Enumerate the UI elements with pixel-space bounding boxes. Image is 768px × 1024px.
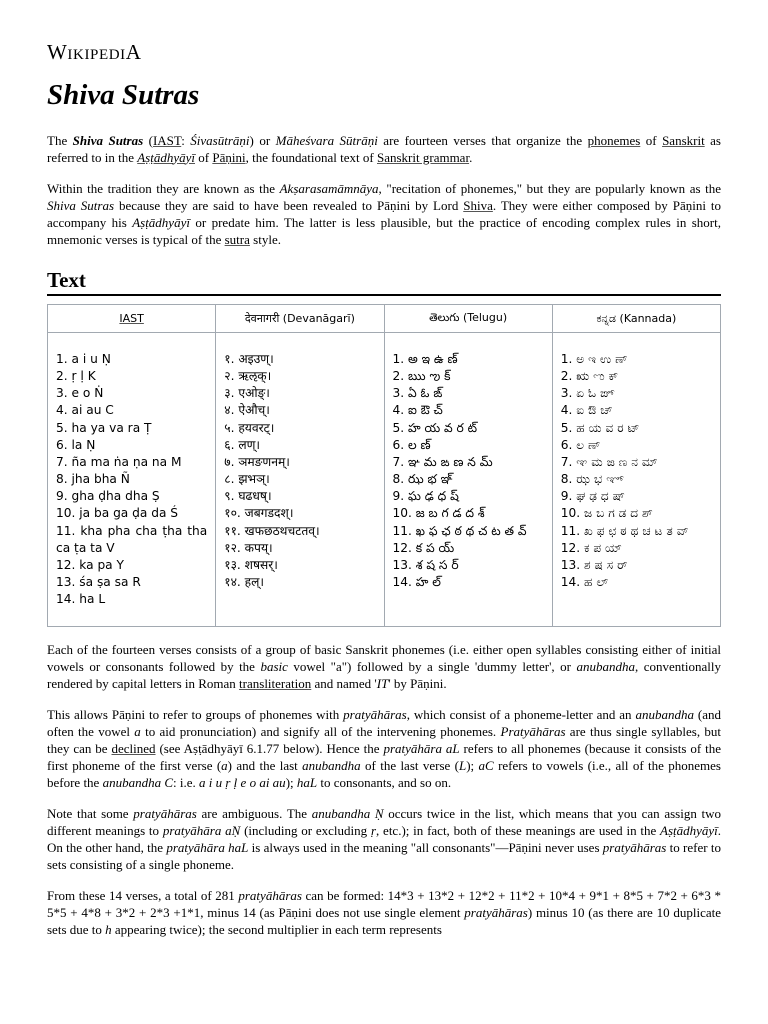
emphasis-text: Shiva Sutras [72,132,144,148]
table-row [48,333,721,627]
devanagari-cell [216,333,384,627]
text-run: can be formed: 14*3 + 13*2 + 12*2 + 11*2 + 10*4 + 9*1 + 8*5 + 7*2 + 6*3 * 5*5 + 4*8 + 3*2 + 2*3 +1*1, minus 14 (as Pāṇini does not use single element [47,888,721,921]
emphasis-text: Shiva Sutras [47,197,115,213]
article-link[interactable]: declined [111,741,156,757]
emphasis-text: Śivasūtrāṇi [190,132,250,148]
emphasis-text: Aṣṭādhyāyī [132,214,190,230]
article-link[interactable]: IAST [152,132,182,148]
sutra-line: ९. घढधष्। [224,489,272,504]
text-run: (and often the vowel [47,707,721,740]
text-run: ) and the last [227,758,303,774]
text-run: ) or [249,132,276,148]
emphasis-text: pratyāhāras [133,806,197,822]
page-title: Shiva Sutras [47,79,200,111]
article-link[interactable]: transliteration [239,676,312,692]
telugu-cell [384,333,552,627]
emphasis-text: Aṣṭādhyāyī [660,823,718,839]
emphasis-text: basic [260,659,288,675]
sutra-line: 7. ఞ మ ఙ ణ న మ్ [392,454,493,469]
section-heading-text: Text [47,267,721,296]
emphasis-text: anubandha [635,707,694,723]
emphasis-text: anubandha C [102,775,174,791]
sutra-line: ४. ऐऔच्। [224,403,270,418]
column-header-iast [48,305,216,333]
intro-paragraph [47,180,721,248]
text-run: of [195,149,213,165]
sutra-line: 9. ఘ ఢ ధ ష్ [392,489,459,504]
sutra-line: 6. ల ణ్ [392,437,431,452]
sutra-line: 12. క ప య్ [392,540,455,555]
iast-cell [48,333,216,627]
text-run: to consonants, and so on. [317,775,452,791]
body-paragraph [47,641,721,692]
text-run: is always used in the meaning "all consonants"—Pāṇini never uses [248,840,603,856]
text-run: , which consist of a phoneme-letter and an [406,707,636,723]
emphasis-text: h [105,922,112,938]
emphasis-text: Akṣarasamāmnāya [279,180,379,196]
sutra-line: 8. ఝ భ ఞ్ [392,472,453,487]
body-paragraph [47,706,721,791]
kannada-cell [552,333,720,627]
sutra-line: ३. एओङ्। [224,386,270,401]
emphasis-text: anubandha Ṇ [311,806,384,822]
emphasis-text: Māheśvara Sūtrāṇi [275,132,378,148]
body-paragraph [47,887,721,938]
text-run: From these 14 verses, a total of 281 [47,888,239,904]
text-run: . They were either composed by Pāṇini to accompany his [47,197,721,230]
sutra-line: 4. ai au C [56,403,114,418]
text-run: occurs twice in the list, which means that you can assign two different meanings to [47,806,722,839]
sutra-line: 10. ಜ ಬ ಗ ಡ ದ ಶ್ [560,506,653,521]
text-run: ); [466,758,479,774]
text-run: . On the other hand, the [47,823,722,856]
sutra-line: ८. झभञ्। [224,472,270,487]
sutra-line: 6. la Ṇ [56,437,96,452]
emphasis-text: aC [478,758,494,774]
text-run: Within the tradition they are known as the [47,180,280,196]
text-run: , "recitation of phonemes," but they are popularly known as the [378,180,721,196]
emphasis-text: Pratyāhāras [500,724,566,740]
sutra-line: 11. ಖ ಫ ಛ ಠ ಥ ಚ ಟ ತ ವ್ [560,523,689,538]
emphasis-text: pratyāhāra aL [383,741,460,757]
emphasis-text: a i u ṛ ḷ e o ai au [199,775,286,791]
article-link[interactable]: Sanskrit [662,132,705,148]
sutra-line: 3. ಏ ಓ ಙ್ [560,386,615,401]
text-run: (see Aṣṭādhyāyī 6.1.77 below). Hence the [155,741,384,757]
text-run: (including or excluding [240,823,371,839]
text-run: are fourteen verses that organize the [377,132,588,148]
text-run: Note that some [47,806,134,822]
text-run: Each of the fourteen verses consists of a group of basic Sanskrit phonemes (i.e. either open syllables consisting either of initial vowels or consonants followed by the [47,642,721,675]
text-run: vowel "a") followed by a single 'dummy letter', or [287,659,577,675]
article-body [47,132,721,953]
iast-link[interactable]: IAST [119,312,144,325]
sutra-line: १३. शषसर्। [224,557,278,572]
column-header-telugu: తెలుగు (Telugu) [384,305,552,333]
sutra-line: 3. e o Ṅ [56,386,104,401]
sutra-line: १. अइउण्। [224,352,274,366]
table-header-row [48,305,721,333]
sutra-line: 2. ಋ ಌ ಕ್ [560,369,619,384]
text-run: are ambiguous. The [196,806,312,822]
article-link[interactable]: Shiva [463,197,493,213]
emphasis-text: pratyāhāras [464,905,528,921]
text-run: : [181,132,191,148]
article-link[interactable]: Pāṇini [212,149,246,165]
emphasis-text: pratyāhāra aṆ [162,823,241,839]
sutra-line: 4. ఐ ఔ చ్ [392,403,443,418]
emphasis-text: L [458,758,467,774]
emphasis-text: a [134,724,141,740]
sutra-line: ११. खफछठथचटतव्। [224,523,320,538]
sutra-line: 14. హ ల్ [392,575,441,590]
sutra-line: 4. ಐ ಔ ಚ್ [560,403,613,418]
sutra-line: 7. ña ma ṅa ṇa na M [56,454,182,469]
text-run: of [640,132,663,148]
text-run: , the foundational text of [245,149,377,165]
sutra-line: २. ऋऌक्। [224,369,272,384]
article-link[interactable]: Sanskrit grammar [377,149,470,165]
text-run: of the last verse ( [360,758,459,774]
sutra-line: 6. ಲ ಣ್ [560,437,601,452]
sutra-line: 5. ಹ ಯ ವ ರ ಟ್ [560,420,640,435]
emphasis-text: anubandha [302,758,361,774]
text-run: , etc.); in fact, both of these meanings are used in the [376,823,661,839]
text-run: . [469,149,473,165]
sutra-line: ७. ञमङणनम्। [224,454,290,469]
wikipedia-logo: WikipediA [47,40,142,64]
sutra-line: 3. ఏ ఓ ఙ్ [392,386,443,401]
sutra-line: 12. ಕ ಪ ಯ್ [560,540,623,555]
sutra-line: 2. ṛ ḷ K [56,369,96,384]
text-run: ) minus 10 (as there are 10 duplicate sets due to [47,905,721,938]
text-run: , conventionally rendered by capital letters in Roman [47,659,721,692]
body-paragraph [47,805,721,873]
sutra-line: 1. a i u Ṇ [56,352,111,366]
emphasis-text: pratyāhāra haL [166,840,249,856]
sutra-line: १४. हल्। [224,575,265,590]
text-run: refers to all phonemes (because it consists of the first phoneme of the first verse ( [47,741,721,774]
text-run: because they are said to have been revealed to Pāṇini by Lord [114,197,464,213]
sutra-line: १२. कपय्। [224,540,273,555]
article-link[interactable]: sutra [224,231,250,247]
emphasis-text: pratyāhāras [602,840,667,856]
sutra-line: 2. ఋ ఌ క్ [392,369,451,384]
sutra-line: 11. kha pha cha ṭha tha ca ṭa ta V [56,523,208,555]
sutra-line: ६. लण्। [224,437,261,452]
sutra-line: 11. ఖ ఫ ఛ ఠ థ చ ట త వ్ [392,523,527,538]
text-run: ( [143,132,153,148]
shiva-sutras-table [47,304,721,627]
sutra-line: 9. gha ḍha dha Ṣ [56,489,160,504]
text-run: This allows Pāṇini to refer to groups of phonemes with [47,707,344,723]
text-run: or predate him. The latter is less plausible, but the practice of encoding complex rules in short, mnemonic verses is typical of the [47,214,721,247]
sutra-line: 5. హ య వ ర ట్ [392,420,478,435]
sutra-line: 13. శ ష స ర్ [392,557,459,572]
text-run: ); [285,775,297,791]
sutra-line: 8. jha bha Ñ [56,472,130,487]
text-run: ' by Pāṇini. [388,676,447,692]
text-run: The [47,132,73,148]
sutra-line: 14. ha L [56,592,106,607]
column-header-kannada: ಕನ್ನಡ (Kannada) [552,305,720,333]
text-run: refers to vowels (i.e., all of the phonemes before the [47,758,721,791]
text-run: are thus single syllables, but they can be [47,724,721,757]
emphasis-text: IT [376,676,389,692]
text-run: : i.e. [173,775,200,791]
sutra-line: 1. అ ఇ ఉ ణ్ [392,352,458,366]
article-link[interactable]: Aṣṭādhyāyī [137,149,195,165]
sutra-line: 13. ಶ ಷ ಸ ರ್ [560,557,628,572]
sutra-line: 13. śa ṣa sa R [56,575,141,590]
text-run: style. [249,231,281,247]
text-run: as referred to in the [47,132,721,165]
text-run: appearing twice); the second multiplier in each term represents [111,922,442,938]
sutra-line: 7. ಞ ಮ ಙ ಣ ನ ಮ್ [560,454,658,469]
text-run: to refer to sets consisting of a single phoneme. [47,840,721,873]
column-header-devanagari: देवनागरी (Devanāgarī) [216,305,384,333]
sutra-line: 10. జ బ గ డ ద శ్ [392,506,485,521]
emphasis-text: anubandha [576,659,635,675]
emphasis-text: pratyāhāras [238,888,302,904]
emphasis-text: pratyāhāras [343,707,407,723]
sutra-line: 9. ಘ ಢ ಧ ಷ್ [560,489,625,504]
emphasis-text: a [221,758,228,774]
intro-paragraph [47,132,721,166]
sutra-line: 14. ಹ ಲ್ [560,575,609,590]
sutra-line: 5. ha ya va ra Ṭ [56,420,152,435]
text-run: to aid pronunciation) and signify all of the intervening phonemes. [140,724,501,740]
article-link[interactable]: phonemes [587,132,641,148]
sutra-line: ५. हयवरट्। [224,420,275,435]
text-run: and named ' [311,676,377,692]
sutra-line: 8. ಝ ಭ ಞ್ [560,472,624,487]
sutra-line: 10. ja ba ga ḍa da Ś [56,506,179,521]
sutra-line: 12. ka pa Y [56,557,124,572]
emphasis-text: haL [296,775,318,791]
sutra-line: १०. जबगडदश्। [224,506,294,521]
sutra-line: 1. ಅ ಇ ಉ ಣ್ [560,352,628,366]
emphasis-text: ṛ [370,823,377,839]
